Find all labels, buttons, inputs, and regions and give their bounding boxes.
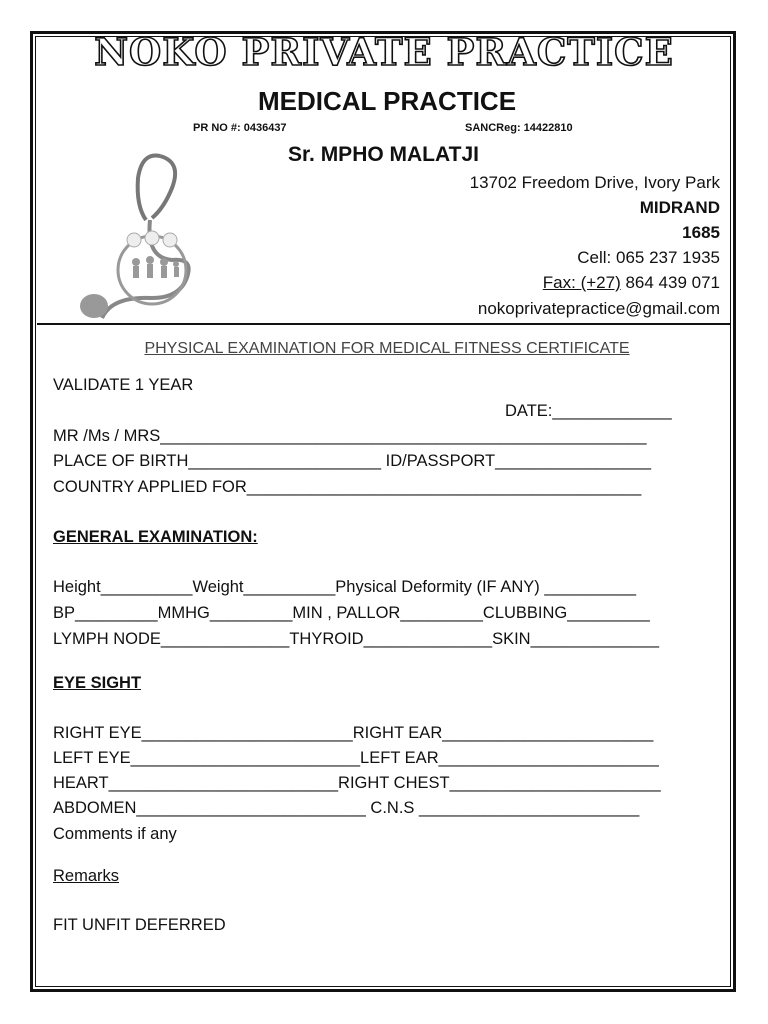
address-street: 13702 Freedom Drive, Ivory Park [469, 173, 720, 192]
comments-label: Comments if any [53, 825, 177, 843]
address-postal-code: 1685 [682, 223, 720, 242]
eye-sight-line-4[interactable]: ABDOMEN_________________________ C.N.S ________________________ [53, 799, 640, 817]
fax-value: 864 439 071 [620, 273, 720, 292]
form-heading: PHYSICAL EXAMINATION FOR MEDICAL FITNESS CERTIFICATE [144, 340, 630, 357]
eye-sight-line-1[interactable]: RIGHT EYE_______________________RIGHT EAR_______________________ [53, 724, 654, 742]
pr-number: PR NO #: 0436437 [193, 122, 287, 134]
practice-type: MEDICAL PRACTICE [257, 86, 517, 116]
header-divider [37, 323, 731, 325]
general-exam-line-2[interactable]: BP_________MMHG_________MIN , PALLOR_________CLUBBING_________ [53, 604, 650, 622]
eye-sight-line-2[interactable]: LEFT EYE_________________________LEFT EAR________________________ [53, 749, 659, 767]
cell-number: Cell: 065 237 1935 [577, 248, 720, 267]
birth-id-field[interactable]: PLACE OF BIRTH_____________________ ID/PASSPORT_________________ [53, 452, 652, 470]
fax-number [543, 273, 720, 293]
general-exam-heading: GENERAL EXAMINATION: [53, 528, 258, 546]
remarks-label: Remarks [53, 867, 120, 885]
country-field[interactable]: COUNTRY APPLIED FOR___________________________________________ [53, 478, 642, 496]
general-exam-line-3[interactable]: LYMPH NODE______________THYROID______________SKIN______________ [53, 630, 660, 648]
practitioner-name: Sr. MPHO MALATJI [288, 143, 479, 166]
fitness-outcome[interactable]: FIT UNFIT DEFERRED [53, 916, 226, 934]
email-address[interactable]: nokoprivatepractice@gmail.com [477, 299, 720, 318]
general-exam-line-1[interactable]: Height__________Weight__________Physical Deformity (IF ANY) __________ [53, 578, 637, 596]
fax-label: Fax: (+27) [542, 273, 621, 292]
eye-sight-line-3[interactable]: HEART_________________________RIGHT CHEST_______________________ [53, 774, 661, 792]
date-field[interactable]: DATE:_____________ [505, 402, 672, 420]
name-field[interactable]: MR /Ms / MRS_____________________________________________________ [53, 427, 647, 445]
address-city: MIDRAND [639, 198, 720, 217]
stethoscope-logo [72, 148, 202, 324]
sanc-registration: SANCReg: 14422810 [465, 122, 573, 134]
eye-sight-heading: EYE SIGHT [53, 674, 142, 692]
practice-name: NOKO PRIVATE PRACTICE [94, 30, 674, 74]
validity-text: VALIDATE 1 YEAR [53, 376, 194, 394]
